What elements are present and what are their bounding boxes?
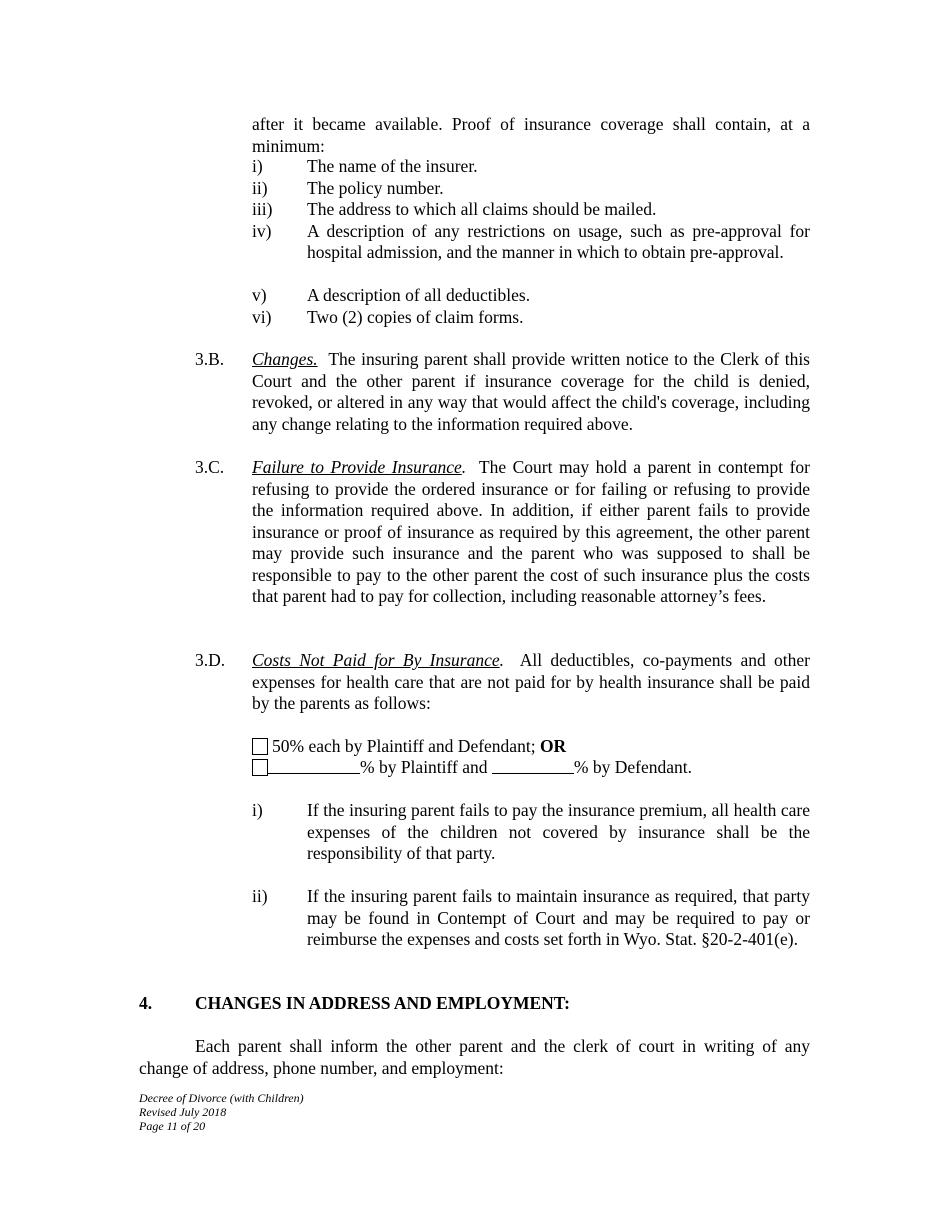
section-3b-heading: Changes. <box>252 349 318 369</box>
section-3d-number: 3.D. <box>195 650 226 670</box>
cost-option-1 <box>252 736 810 758</box>
section-3d-body: All deductibles, co-payments and other expenses for health care that are not paid for by health insurance shall be paid by the parents as follows: <box>252 650 810 713</box>
section-3d-heading: Costs Not Paid for By Insurance <box>252 650 500 670</box>
list-item-text: The name of the insurer. <box>307 156 478 176</box>
section-3c-number: 3.C. <box>195 457 225 477</box>
footer-revised: Revised July 2018 <box>139 1105 227 1119</box>
footer-doc-title: Decree of Divorce (with Children) <box>139 1091 304 1105</box>
section-4-number: 4. <box>139 993 153 1013</box>
list-item-label: iv) <box>252 220 272 241</box>
list-item-label: ii) <box>252 177 268 198</box>
option-1-text: 50% each by Plaintiff and Defendant; <box>272 736 540 756</box>
list-item <box>252 307 810 329</box>
option-2-plaintiff-text: % by Plaintiff and <box>360 757 492 777</box>
sub-item-label: ii) <box>252 886 268 906</box>
list-item-text: The address to which all claims should be mailed. <box>307 199 657 219</box>
list-item-label: vi) <box>252 306 272 327</box>
intro-paragraph: after it became available. Proof of insurance coverage shall contain, at a minimum: <box>252 114 810 156</box>
footer-page-number: Page 11 of 20 <box>139 1119 206 1133</box>
section-3d: Costs Not Paid for By Insurance. All deductibles, co-payments and other expenses for health care that are not paid for by health insurance shall be paid by the parents as follows: <box>252 650 810 713</box>
list-item <box>252 199 810 221</box>
list-item-text: The policy number. <box>307 177 444 198</box>
option-1-or: OR <box>539 736 567 756</box>
footer <box>139 1091 304 1133</box>
list-item-label: i) <box>252 156 263 176</box>
plaintiff-percent-blank[interactable] <box>268 758 360 774</box>
list-item <box>252 285 810 307</box>
proof-items-list <box>252 156 810 328</box>
section-3c-body: The Court may hold a parent in contempt for refusing to provide the ordered insurance or for failing or refusing to provide the information required above. In addition, if either parent fails to provide insurance or proof of insurance as required by this agreement, the other parent may provide such insurance and the parent who was supposed to shall be responsible to pay to the other parent the cost of such insurance plus the costs that parent had to pay for collection, including reasonable attorney’s fees. <box>252 457 810 606</box>
section-3b <box>252 349 810 435</box>
list-item <box>252 156 810 178</box>
defendant-percent-blank[interactable] <box>492 758 574 774</box>
list-item <box>252 178 810 200</box>
section-3b-body: The insuring parent shall provide written notice to the Clerk of this Court and the other parent if insurance coverage for the child is denied, revoked, or altered in any way that would affect the child's coverage, including any change relating to the information required above. <box>252 349 810 434</box>
section-3b-number: 3.B. <box>195 349 225 369</box>
section-4-heading: CHANGES IN ADDRESS AND EMPLOYMENT: <box>195 993 570 1013</box>
section-3c-heading: Failure to Provide Insurance <box>252 457 462 477</box>
list-item-text: A description of all deductibles. <box>307 285 531 305</box>
sub-item-text: If the insuring parent fails to pay the insurance premium, all health care expenses of the children not covered by insurance shall be the responsibility of that party. <box>307 800 810 863</box>
section-3c: Failure to Provide Insurance. The Court may hold a parent in contempt for refusing to provide the ordered insurance or for failing or refusing to provide the information required above. In addition, if either parent fails to provide insurance or proof of insurance as required by this agreement, the other parent may provide such insurance and the parent who was supposed to shall be responsible to pay to the other parent the cost of such insurance plus the costs that parent had to pay for collection, including reasonable attorney’s fees. <box>252 457 810 606</box>
list-item-label: iii) <box>252 199 273 219</box>
option-2-checkbox[interactable] <box>252 759 268 776</box>
list-item <box>252 221 810 286</box>
sub-item-label: i) <box>252 800 263 820</box>
section-4-body: Each parent shall inform the other parent and the clerk of court in writing of any change of address, phone number, and employment: <box>139 1036 810 1078</box>
list-item-text: Two (2) copies of claim forms. <box>307 306 524 327</box>
option-1-checkbox[interactable] <box>252 738 268 755</box>
cost-option-2 <box>252 757 810 779</box>
sub-item-text: If the insuring parent fails to maintain insurance as required, that party may be found in Contempt of Court and may be required to pay or reimburse the expenses and costs set forth in Wyo. Stat. §20-2-401(e). <box>307 886 810 949</box>
option-2-defendant-text: % by Defendant. <box>573 757 692 777</box>
list-item-text: A description of any restrictions on usage, such as pre-approval for hospital admission, and the manner in which to obtain pre-approval. <box>307 220 810 262</box>
list-item-label: v) <box>252 285 267 305</box>
